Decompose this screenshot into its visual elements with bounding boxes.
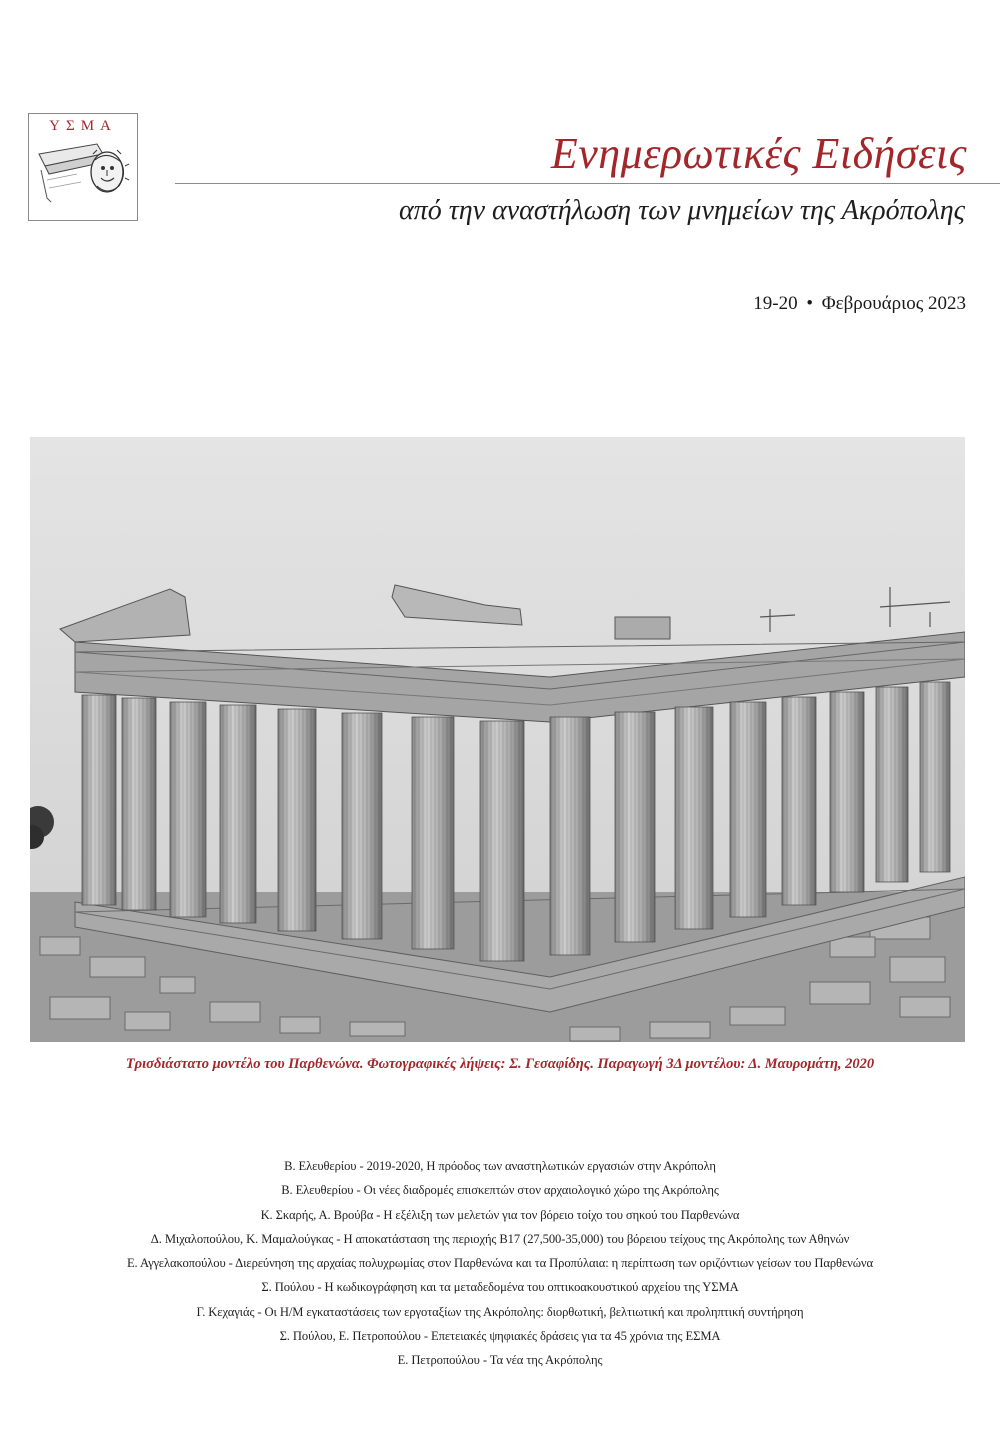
contents-item: Γ. Κεχαγιάς - Οι Η/Μ εγκαταστάσεις των εργοταξίων της Ακρόπολης: διορθωτική, βελτιωτική και προληπτική συντήρηση [196, 1304, 804, 1319]
publication-subtitle: από την αναστήλωση των μνημείων της Ακρόπολης [398, 195, 965, 226]
issue-bullet: • [806, 293, 813, 314]
contents-item: Ε. Αγγελακοπούλου - Διερεύνηση της αρχαίας πολυχρωμίας στον Παρθενώνα και τα Προπύλαια: η περίπτωση των οριζόντιων γείσων του Παρθενώνα [126, 1256, 874, 1271]
header-divider [175, 183, 1000, 184]
issue-info [753, 293, 966, 315]
publication-title: Ενημερωτικές Ειδήσεις [550, 129, 967, 178]
contents-item: Δ. Μιχαλοπούλου, Κ. Μαμαλούγκας - Η αποκατάσταση της περιοχής Β17 (27,500-35,000) του βόρειου τείχους της Ακρόπολης των Αθηνών [150, 1231, 850, 1246]
contents-item: Β. Ελευθερίου - Οι νέες διαδρομές επισκεπτών στον αρχαιολογικό χώρο της Ακρόπολης [281, 1183, 719, 1198]
contents-item: Ε. Πετροπούλου - Τα νέα της Ακρόπολης [397, 1353, 603, 1368]
contents-item: Σ. Πούλου - Η κωδικογράφηση και τα μεταδεδομένα του οπτικοακουστικού αρχείου της ΥΣΜΑ [261, 1280, 739, 1295]
contents-item: Σ. Πούλου, Ε. Πετροπούλου - Επετειακές ψηφιακές δράσεις για τα 45 χρόνια της ΕΣΜΑ [279, 1329, 721, 1344]
issue-number: 19-20 [753, 293, 798, 314]
logo-text: ΥΣΜΑ [49, 118, 117, 134]
photo-caption: Τρισδιάστατο μοντέλο του Παρθενώνα. Φωτογραφικές λήψεις: Σ. Γεσαφίδης. Παραγωγή 3Δ μοντέλου: Δ. Μαυρομάτη, 2020 [125, 1056, 875, 1072]
contents-item: Κ. Σκαρής, Α. Βρούβα - Η εξέλιξη των μελετών για τον βόρειο τοίχο του σηκού του Παρθενώνα [260, 1207, 740, 1222]
contents-list [0, 1154, 1000, 1373]
issue-date: Φεβρουάριος 2023 [821, 293, 966, 314]
ysma-logo [28, 113, 138, 221]
parthenon-illustration [30, 437, 965, 1042]
lion-head-spout-icon [37, 140, 131, 216]
contents-item: Β. Ελευθερίου - 2019-2020, Η πρόοδος των αναστηλωτικών εργασιών στην Ακρόπολη [284, 1159, 716, 1173]
parthenon-photo [30, 437, 965, 1042]
